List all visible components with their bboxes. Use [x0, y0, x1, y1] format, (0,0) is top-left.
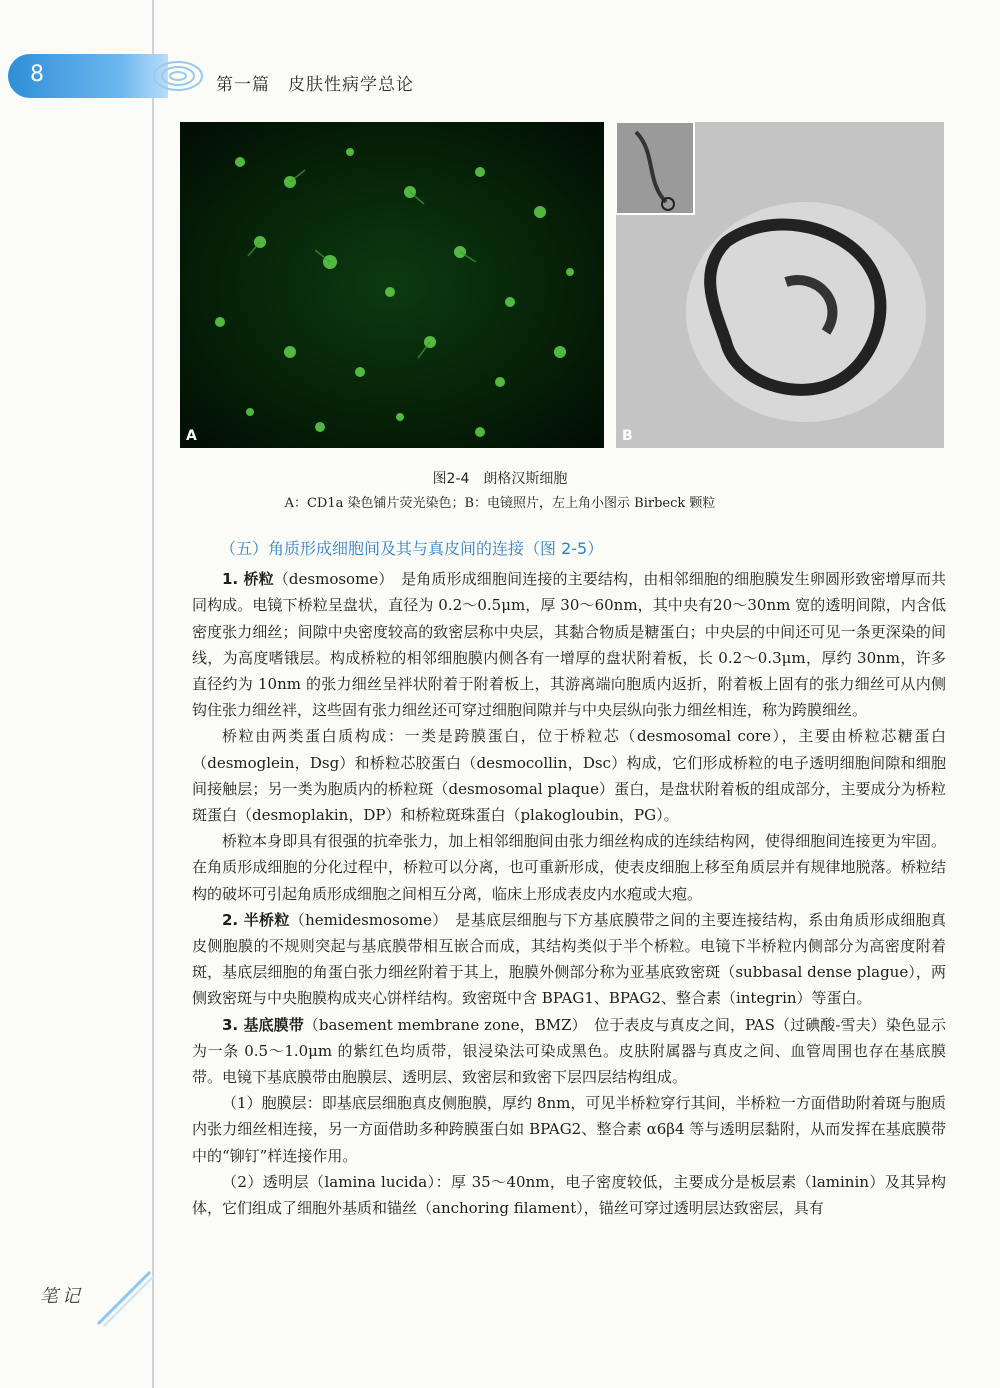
subheading: 3. 基底膜带: [222, 1015, 304, 1034]
pen-icon: [90, 1262, 160, 1332]
margin-rule: [152, 0, 154, 1388]
notes-label: 笔记: [40, 1286, 84, 1307]
panel-b-label: B: [622, 428, 633, 444]
paragraph-text: （1）胞膜层：即基底层细胞真皮侧胞膜，厚约 8nm，可见半桥粒穿行其间，半桥粒一方面借助附着斑与胞质内张力细丝相连接，另一方面借助多种跨膜蛋白如 BPAG2、整合素 α6β4 等与透明层黏附，从而发挥在基底膜带中的“铆钉”样连接作用。: [192, 1094, 946, 1165]
paragraph-text: （basement membrane zone，BMZ） 位于表皮与真皮之间，PAS（过碘酸-雪夫）染色显示为一条 0.5～1.0μm 的紫红色均质带，银浸染法可染成黑色。皮肤附属器与真皮之间、血管周围也存在基底膜带。电镜下基底膜带由胞膜层、透明层、致密层和致密下层四层结构组成。: [192, 1015, 946, 1087]
panel-a-label: A: [186, 428, 197, 444]
figure-panel-a-fluorescence: [180, 122, 604, 448]
paragraph: [192, 1169, 946, 1221]
paragraph: [192, 828, 946, 907]
paragraph-text: 桥粒由两类蛋白质构成：一类是跨膜蛋白，位于桥粒芯（desmosomal core），主要由桥粒芯糖蛋白（desmoglein，Dsg）和桥粒芯胶蛋白（desmocollin，Dsc）构成，它们形成桥粒的电子透明细胞间隙和细胞间接触层；另一类为胞质内的桥粒斑（desmosomal plaque）蛋白，是盘状附着板的组成部分，主要成分为桥粒斑蛋白（desmoplakin，DP）和桥粒斑珠蛋白（plakogloubin，PG）。: [192, 727, 946, 825]
paragraph: [192, 1090, 946, 1169]
body-text: [192, 536, 946, 1221]
electron-micrograph-image: [616, 122, 944, 448]
paragraph: [192, 907, 946, 1012]
paragraph-text: （hemidesmosome） 是基底层细胞与下方基底膜带之间的主要连接结构，系由角质形成细胞真皮侧胞膜的不规则突起与基底膜带相互嵌合而成，其结构类似于半个桥粒。电镜下半桥粒内侧部分为高密度附着斑，基底层细胞的角蛋白张力细丝附着于其上，胞膜外侧部分称为亚基底致密斑（subbasal dense plague），两侧致密斑与中央胞膜构成夹心饼样结构。致密斑中含 BPAG1、BPAG2、整合素（integrin）等蛋白。: [192, 910, 947, 1008]
subheading: 1. 桥粒: [222, 570, 274, 589]
page-number: 8: [30, 62, 44, 87]
paragraph-text: （desmosome） 是角质形成细胞间连接的主要结构，由相邻细胞的细胞膜发生卵圆形致密增厚而共同构成。电镜下桥粒呈盘状，直径为 0.2～0.5μm，厚 30～60nm，其中央有20～30nm 宽的透明间隙，内含低密度张力细丝；间隙中央密度较高的致密层称中央层，其黏合物质是糖蛋白；中央层的中间还可见一条更深染的间线，为高度嗜锇层。构成桥粒的相邻细胞膜内侧各有一增厚的盘状附着板，长 0.2～0.3μm，厚约 30nm，许多直径约为 10nm 的张力细丝呈袢状附着于附着板上，其游离端向胞质内返折，附着板上固有的张力细丝可从内侧钩住张力细丝袢，这些固有张力细丝还可穿过细胞间隙并与中央层纵向张力细丝相连，称为跨膜细丝。: [192, 570, 947, 720]
subheading: 2. 半桥粒: [222, 910, 290, 929]
part-title: 第一篇 皮肤性病学总论: [216, 75, 414, 95]
section-heading: （五）角质形成细胞间及其与真皮间的连接（图 2-5）: [220, 539, 604, 558]
swirl-logo-icon: [148, 54, 208, 98]
figure-caption-title: 图2-4 朗格汉斯细胞: [432, 471, 568, 487]
paragraph-text: （2）透明层（lamina lucida）：厚 35～40nm，电子密度较低，主要成分是板层素（laminin）及其异构体，它们组成了细胞外基质和锚丝（anchoring filament），锚丝可穿过透明层达致密层，具有: [192, 1172, 946, 1218]
figure-caption-subtitle: A：CD1a 染色铺片荧光染色；B：电镜照片，左上角小图示 Birbeck 颗粒: [284, 496, 716, 511]
paragraph: [192, 723, 946, 828]
paragraph: [192, 566, 946, 723]
figure-panel-b-electron-micrograph: [616, 122, 944, 448]
paragraph: [192, 1012, 946, 1091]
paragraph-text: 桥粒本身即具有很强的抗牵张力，加上相邻细胞间由张力细丝构成的连续结构网，使得细胞间连接更为牢固。在角质形成细胞的分化过程中，桥粒可以分离，也可重新形成，使表皮细胞上移至角质层并有规律地脱落。桥粒结构的破坏可引起角质形成细胞之间相互分离，临床上形成表皮内水疱或大疱。: [192, 832, 946, 903]
fluorescent-cells-image: [180, 122, 604, 448]
